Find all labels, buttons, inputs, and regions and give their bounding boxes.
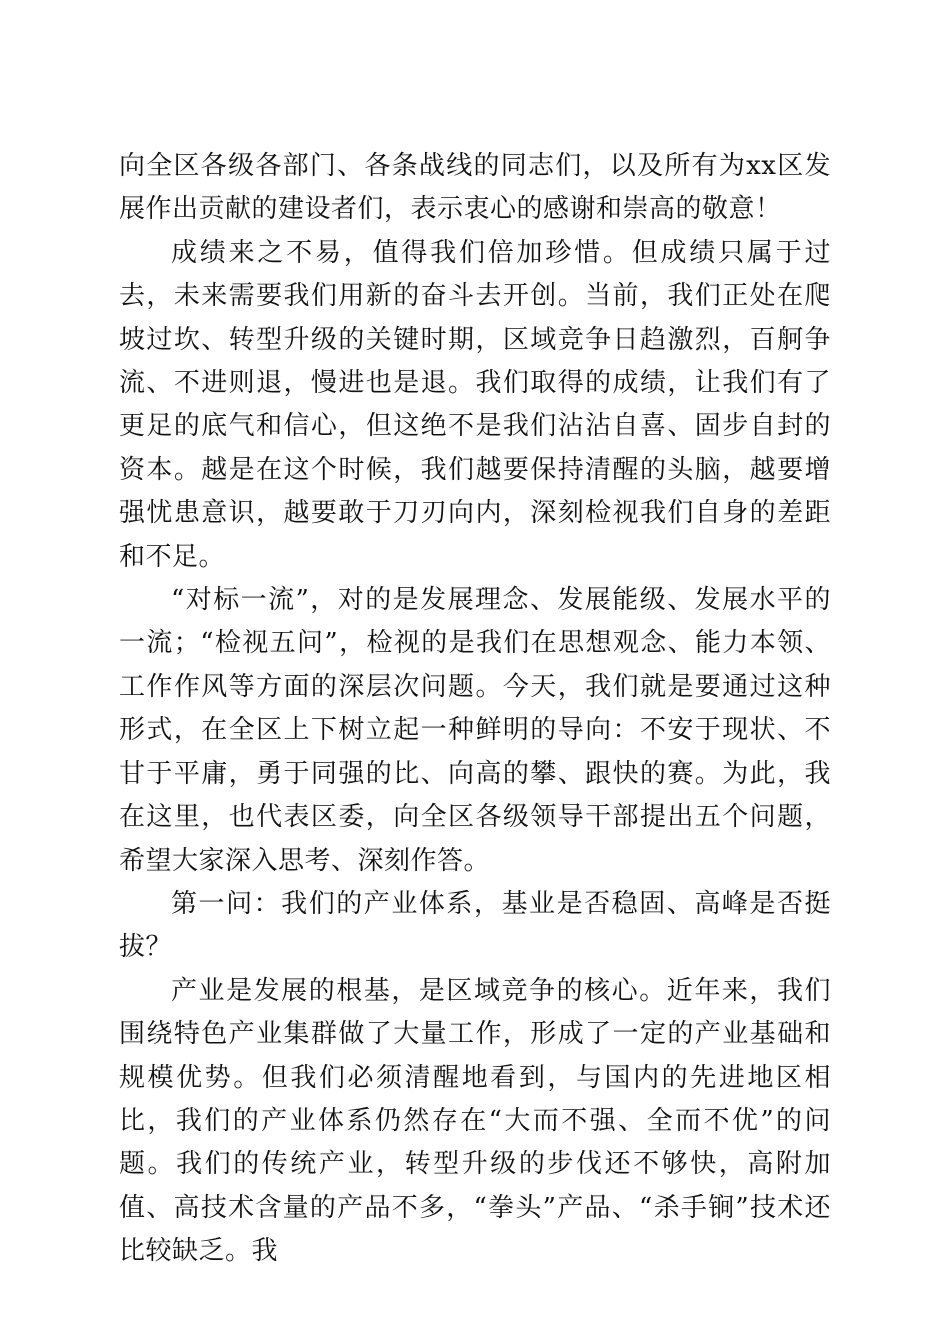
document-body xyxy=(119,145,831,1274)
section-heading-first-question: 第一问：我们的产业体系，基业是否稳固、高峰是否挺拔？ xyxy=(119,888,831,963)
paragraph-thanks: 向全区各级各部门、各条战线的同志们，以及所有为xx区发展作出贡献的建设者们，表示衷心的感谢和崇高的敬意！ xyxy=(119,151,831,225)
paragraph-achievements: 成绩来之不易，值得我们倍加珍惜。但成绩只属于过去，未来需要我们用新的奋斗去开创。当前，我们正处在爬坡过坎、转型升级的关键时期，区域竞争日趋激烈，百舸争流、不进则退，慢进也是退。我们取得的成绩，让我们有了更足的底气和信心，但这绝不是我们沾沾自喜、固步自封的资本。越是在这个时候，我们越要保持清醒的头脑，越要增强忧患意识，越要敢于刀刃向内，深刻检视我们自身的差距和不足。 xyxy=(119,237,831,572)
paragraph-benchmark: “对标一流”，对的是发展理念、发展能级、发展水平的一流；“检视五问”，检视的是我们在思想观念、能力本领、工作作风等方面的深层次问题。今天，我们就是要通过这种形式，在全区上下树立起一种鲜明的导向：不安于现状、不甘于平庸，勇于同强的比、向高的攀、跟快的赛。为此，我在这里，也代表区委，向全区各级领导干部提出五个问题，希望大家深入思考、深刻作答。 xyxy=(119,585,831,876)
paragraph-industry: 产业是发展的根基，是区域竞争的核心。近年来，我们围绕特色产业集群做了大量工作，形成了一定的产业基础和规模优势。但我们必须清醒地看到，与国内的先进地区相比，我们的产业体系仍然存在“大而不强、全而不优”的问题。我们的传统产业，转型升级的步伐还不够快，高附加值、高技术含量的产品不多，“拳头”产品、“杀手锏”技术还比较缺乏。我 xyxy=(119,975,831,1267)
